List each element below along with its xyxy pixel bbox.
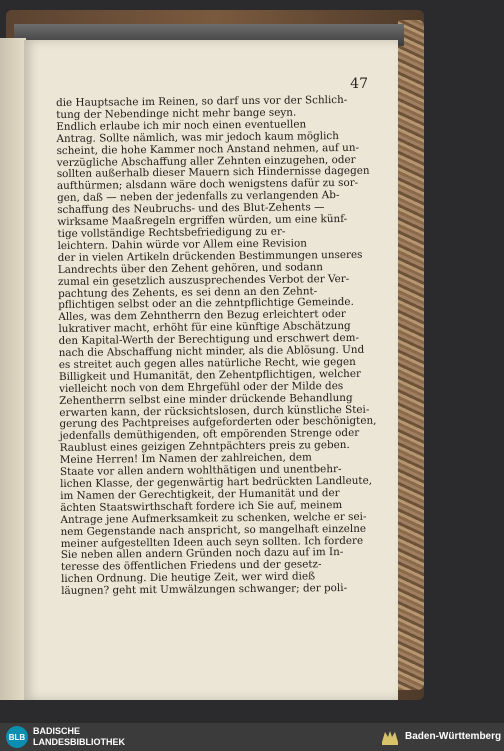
text-line: Billigkeit und Humanität, den Zehentpflichtigen, welcher bbox=[58, 367, 361, 383]
text-line: nach die Abschaffung nicht minder, als die Ablösung. Und bbox=[58, 343, 365, 360]
text-line: wirksame Maaßregeln ergriffen würden, um eine künf- bbox=[57, 213, 348, 229]
text-line: läugnen? geht mit Umwälzungen schwanger; der poli- bbox=[61, 582, 348, 598]
text-line: aufthürmen; alsdann wäre doch wenigstens dafür zu sor- bbox=[56, 177, 359, 193]
text-line: schaffung des Neubruchs- und des Blut-Zehents — bbox=[57, 201, 325, 217]
text-line: pflichtigen selbst oder an die zehntpflichtige Gemeinde. bbox=[58, 296, 354, 312]
text-line: jedenfalls demüthigenden, oft empörenden Strenge oder bbox=[59, 427, 360, 443]
text-line: ächten Staatswirthschaft fordere ich Sie auf, meinem bbox=[60, 498, 343, 514]
text-line: gerung des Pachtpreises aufgeforderten oder beschönigten, bbox=[59, 415, 377, 431]
text-line: den Kapital-Werth der Berechtigung und erschwert dem- bbox=[58, 331, 359, 348]
text-line: es streitet auch gegen alles natürliche Recht, wie gegen bbox=[58, 355, 356, 371]
page-text bbox=[56, 95, 379, 598]
text-line: Sie neben allen andern Gründen noch dazu auf im In- bbox=[60, 546, 344, 562]
text-line: lichen Ordnung. Die heutige Zeit, wer wird dieß bbox=[60, 570, 316, 586]
text-line: erwarten kann, der rücksichtslosen, durch künstliche Stei- bbox=[59, 403, 370, 419]
text-line: lichen Klasse, der gegenwärtig hart bedrückten Landleute, bbox=[59, 474, 373, 490]
left-page-edge bbox=[0, 38, 26, 700]
state-name[interactable]: Baden-Württemberg bbox=[405, 731, 502, 742]
text-line: Meine Herren! Im Namen der zahlreichen, dem bbox=[59, 451, 312, 467]
text-line: meiner aufgestellten Ideen auch seyn sollten. Ich fordere bbox=[60, 534, 364, 550]
text-line: tung der Nebendinge nicht mehr bange seyn. bbox=[56, 106, 297, 121]
bw-lions-icon bbox=[380, 728, 400, 746]
library-name[interactable] bbox=[33, 726, 125, 747]
text-line: Alles, was dem Zehntherrn den Bezug erleichtert oder bbox=[58, 308, 346, 324]
text-line: gen, daß — neben der jedenfalls zu verlangenden Ab- bbox=[56, 189, 340, 205]
text-line: tige vollständige Rechtsbefriedigung zu er- bbox=[57, 225, 286, 240]
text-line: Raublust eines geizigen Zehntpächters preis zu geben. bbox=[59, 439, 350, 455]
text-line: scheint, die hohe Kammer noch Anstand nehmen, auf un- bbox=[56, 141, 360, 157]
text-line: der in vielen Artikeln drückenden Bestimmungen unseres bbox=[57, 248, 363, 264]
library-name-line2: LANDESBIBLIOTHEK bbox=[33, 736, 125, 747]
text-line: lukrativer macht, erhöht für eine künftige Abschätzung bbox=[58, 320, 351, 336]
text-line: Endlich erlaube ich mir noch einen eventuellen bbox=[56, 118, 307, 133]
book-page bbox=[24, 40, 398, 700]
text-line: pachtung des Zehents, es sei denn an den Zehnt- bbox=[57, 284, 318, 300]
page-number: 47 bbox=[350, 76, 368, 92]
text-line: Staate vor allen andern wohlthätigen und unentbehr- bbox=[59, 463, 342, 479]
text-line: Zehentherrn selbst eine minder drückende Behandlung bbox=[59, 391, 353, 407]
library-name-line1: BADISCHE bbox=[33, 726, 81, 736]
text-line: teresse des öffentlichen Friedens und der gesetz- bbox=[60, 558, 322, 574]
text-line: nem Gegenstande nach anspricht, so mangelhaft einzelne bbox=[60, 522, 367, 538]
text-line: verzügliche Abschaffung aller Zehnten einzugehen, oder bbox=[56, 153, 356, 169]
text-line: im Namen der Gerechtigkeit, der Humanität und der bbox=[60, 486, 340, 502]
footer-bar bbox=[0, 723, 504, 751]
text-line: Antrag. Sollte nämlich, was mir jedoch kaum möglich bbox=[56, 129, 339, 145]
text-line: zumal ein gesetzlich auszusprechendes Verbot der Ver- bbox=[57, 272, 350, 288]
text-line: leichtern. Dahin würde vor Allem eine Revision bbox=[57, 237, 307, 252]
marbled-edge bbox=[398, 20, 424, 690]
text-line: Landrechts über den Zehent gehören, und sodann bbox=[57, 260, 323, 276]
blb-logo-icon[interactable]: BLB bbox=[6, 726, 28, 748]
text-line: vielleicht noch von dem Ehrgefühl oder der Milde des bbox=[58, 379, 344, 395]
text-line: sollten außerhalb dieser Mauern sich Hindernisse dagegen bbox=[56, 165, 370, 181]
text-line: Antrage jene Aufmerksamkeit zu schenken, welche er sei- bbox=[60, 510, 367, 526]
text-line: die Hauptsache im Reinen, so darf uns vor der Schlich- bbox=[55, 93, 348, 109]
